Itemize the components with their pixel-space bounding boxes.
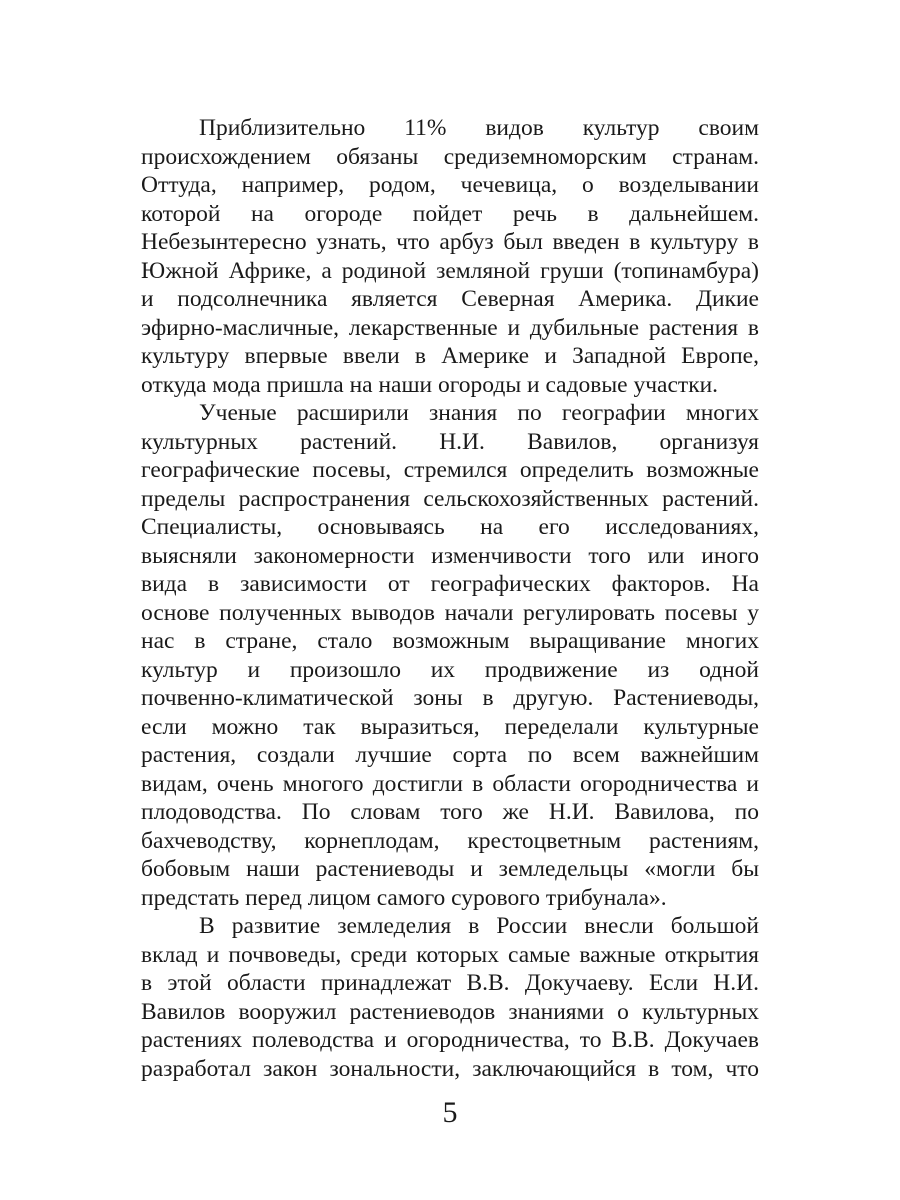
text-line: Вавилов вооружил растениеводов знаниями о культурных [141,998,759,1025]
text-line: вида в зависимости от географических факторов. На [141,571,759,597]
text-line: В развитие земледелия в России внесли большой [199,913,759,939]
text-line: бахчеводству, корнеплодам, крестоцветным растениям, [141,827,759,854]
text-line: культур и произошло их продвижение из одной [141,656,759,683]
body-text [141,114,759,1083]
text-line: Ученые расширили знания по географии многих [199,400,759,426]
paragraph-2 [141,399,759,912]
text-line: предстать перед лицом самого сурового трибунала». [141,884,667,911]
text-line: откуда мода пришла на наши огороды и садовые участки. [141,371,719,398]
text-line: плодоводства. По словам того же Н.И. Вавилова, по [141,799,759,825]
text-line: бобовым наши растениеводы и земледельцы «могли бы [141,856,759,882]
text-line: Приблизительно 11% видов культур своим [199,115,759,141]
text-line: если можно так выразиться, переделали культурные [141,713,759,740]
text-line: пределы распространения сельскохозяйственных растений. [141,485,759,512]
text-line: нас в стране, стало возможным выращивание многих [141,628,759,654]
text-line: эфирно-масличные, лекарственные и дубильные растения в [141,314,759,341]
text-line: Южной Африке, а родиной земляной груши (топинамбура) [141,257,759,284]
page-number: 5 [442,1096,458,1129]
text-line: Оттуда, например, родом, чечевица, о возделывании [141,172,759,198]
text-line: растения, создали лучшие сорта по всем важнейшим [141,742,759,768]
text-line: видам, очень многого достигли в области огородничества и [141,770,759,797]
text-line: географические посевы, стремился определить возможные [141,457,759,483]
text-line: которой на огороде пойдет речь в дальнейшем. [141,200,759,227]
text-line: растениях полеводства и огородничества, то В.В. Докучаев [141,1027,759,1053]
text-line: основе полученных выводов начали регулировать посевы у [141,599,759,626]
text-line: и подсолнечника является Северная Америка. Дикие [141,286,759,312]
text-line: почвенно-климатической зоны в другую. Растениеводы, [141,685,759,711]
text-line: выясняли закономерности изменчивости того или иного [141,542,759,569]
text-line: Специалисты, основываясь на его исследованиях, [141,514,759,540]
text-line: происхождением обязаны средиземноморским странам. [141,143,759,170]
text-line: в этой области принадлежат В.В. Докучаеву. Если Н.И. [141,970,759,996]
text-line: вклад и почвоведы, среди которых самые важные открытия [141,941,759,968]
paragraph-3 [141,912,759,1083]
text-line: Небезынтересно узнать, что арбуз был введен в культуру в [141,229,759,255]
text-line: разработал закон зональности, заключающийся в том, что [141,1055,759,1082]
text-line: культурных растений. Н.И. Вавилов, организуя [141,428,759,455]
paragraph-1 [141,114,759,399]
text-line: культуру впервые ввели в Америке и Западной Европе, [141,343,759,369]
